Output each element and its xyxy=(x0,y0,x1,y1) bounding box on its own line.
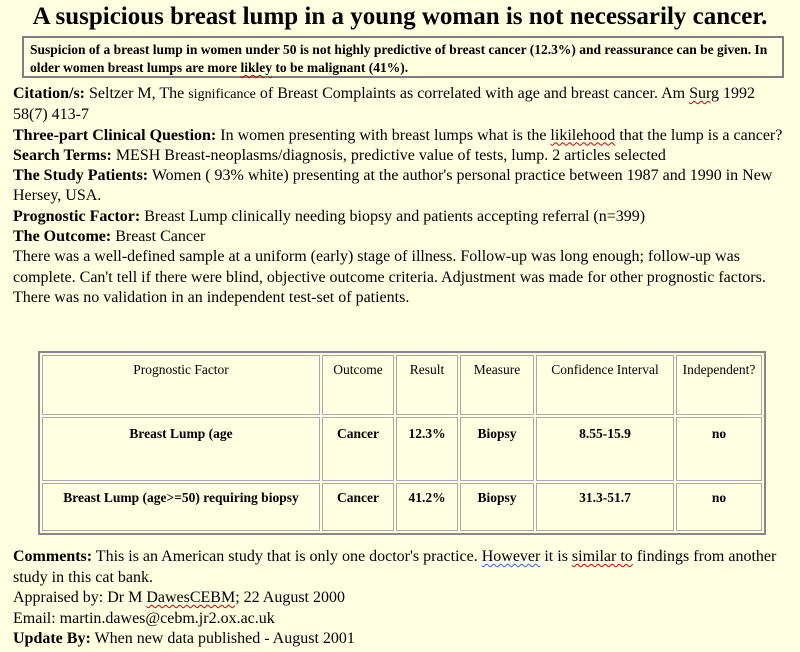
body-text xyxy=(13,84,788,308)
citation-text: Seltzer M, The xyxy=(85,85,189,102)
misspelled-word: similar to xyxy=(571,548,633,565)
header-measure: Measure xyxy=(460,355,534,415)
cell-independent: no xyxy=(676,483,762,531)
summary-text-end: to be malignant (41%). xyxy=(272,60,409,75)
appraised-text: Appraised by: Dr M xyxy=(13,589,147,606)
misspelled-word: likley xyxy=(240,60,272,75)
header-confidence-interval: Confidence Interval xyxy=(536,355,674,415)
citation-text-2: of Breast Complaints as correlated with age and breast cancer. Am xyxy=(255,85,690,102)
cell-independent: no xyxy=(676,417,762,481)
cell-outcome: Cancer xyxy=(322,483,394,531)
header-result: Result xyxy=(396,355,458,415)
search-label: Search Terms: xyxy=(13,146,112,164)
appraisal-paragraph: There was a well-defined sample at a uniform (early) stage of illness. Follow-up was long enough; follow-up was complete. Can't tell if there were blind, objective outcome criteria. Adjustment was made for other prognostic factors. There was no validation in an independent test-set of patients. xyxy=(13,248,766,306)
question-text: In women presenting with breast lumps what is the xyxy=(216,126,551,144)
cell-factor: Breast Lump (age>=50) requiring biopsy xyxy=(42,483,320,531)
comments-label: Comments: xyxy=(13,548,93,565)
cell-measure: Biopsy xyxy=(460,483,534,531)
cell-measure: Biopsy xyxy=(460,417,534,481)
cell-ci: 8.55-15.9 xyxy=(536,417,674,481)
search-line xyxy=(13,146,788,166)
appraised-line xyxy=(13,588,788,609)
cell-result: 12.3% xyxy=(396,417,458,481)
misspelled-word: likilehood xyxy=(550,126,616,144)
appraised-date: ; 22 August 2000 xyxy=(235,589,345,606)
prognostic-table xyxy=(38,351,766,535)
patients-label: The Study Patients: xyxy=(13,167,149,185)
patients-line xyxy=(13,166,788,207)
outcome-text: Breast Cancer xyxy=(111,228,206,246)
comments-text: This is an American study that is only one doctor's practice. xyxy=(92,548,482,565)
factor-line xyxy=(13,207,788,227)
comments-text-3: findings from another study in this cat bank. xyxy=(13,548,777,586)
outcome-line xyxy=(13,227,788,247)
search-text: MESH Breast-neoplasms/diagnosis, predictive value of tests, lump. 2 articles selected xyxy=(111,146,666,164)
header-outcome: Outcome xyxy=(322,355,394,415)
citation-small-word: significance xyxy=(188,87,256,102)
citation-line xyxy=(13,84,788,126)
header-independent: Independent? xyxy=(676,355,762,415)
cell-outcome: Cancer xyxy=(322,417,394,481)
summary-text: Suspicion of a breast lump in women under 50 is not highly predictive of breast cancer (12.3%) and reassurance can be given. In older women breast lumps are more xyxy=(30,42,768,75)
update-line xyxy=(13,629,788,650)
factor-text: Breast Lump clinically needing biopsy and patients accepting referral (n=399) xyxy=(140,207,646,225)
grammar-flagged-word: However xyxy=(481,548,541,565)
page-title: A suspicious breast lump in a young woman is not necessarily cancer. xyxy=(32,3,768,30)
cell-ci: 31.3-51.7 xyxy=(536,483,674,531)
table-row xyxy=(42,417,762,481)
table-header-row xyxy=(42,355,762,415)
misspelled-word: Surg xyxy=(689,85,719,102)
footer-text xyxy=(13,547,788,650)
question-line xyxy=(13,126,788,146)
email-line: Email: martin.dawes@cebm.jr2.ox.ac.uk xyxy=(13,609,275,627)
question-text-2: that the lump is a cancer? xyxy=(615,126,783,144)
comments-text-2: it is xyxy=(540,548,572,565)
citation-label: Citation/s: xyxy=(13,85,85,102)
outcome-label: The Outcome: xyxy=(13,228,112,246)
update-label: Update By: xyxy=(13,630,91,647)
cell-factor: Breast Lump (age xyxy=(42,417,320,481)
patients-text: Women ( 93% white) presenting at the author's personal practice between 1987 and 1990 in New Hersey, USA. xyxy=(13,167,773,205)
summary-box xyxy=(22,36,784,78)
header-prognostic-factor: Prognostic Factor xyxy=(42,355,320,415)
comments-line xyxy=(13,547,788,588)
factor-label: Prognostic Factor: xyxy=(13,207,141,225)
misspelled-word: DawesCEBM xyxy=(146,589,236,606)
cell-result: 41.2% xyxy=(396,483,458,531)
update-text: When new data published - August 2001 xyxy=(90,630,355,647)
citation-text-3: 1992 58(7) 413-7 xyxy=(13,85,755,124)
question-label: Three-part Clinical Question: xyxy=(13,126,217,144)
table-row xyxy=(42,483,762,531)
